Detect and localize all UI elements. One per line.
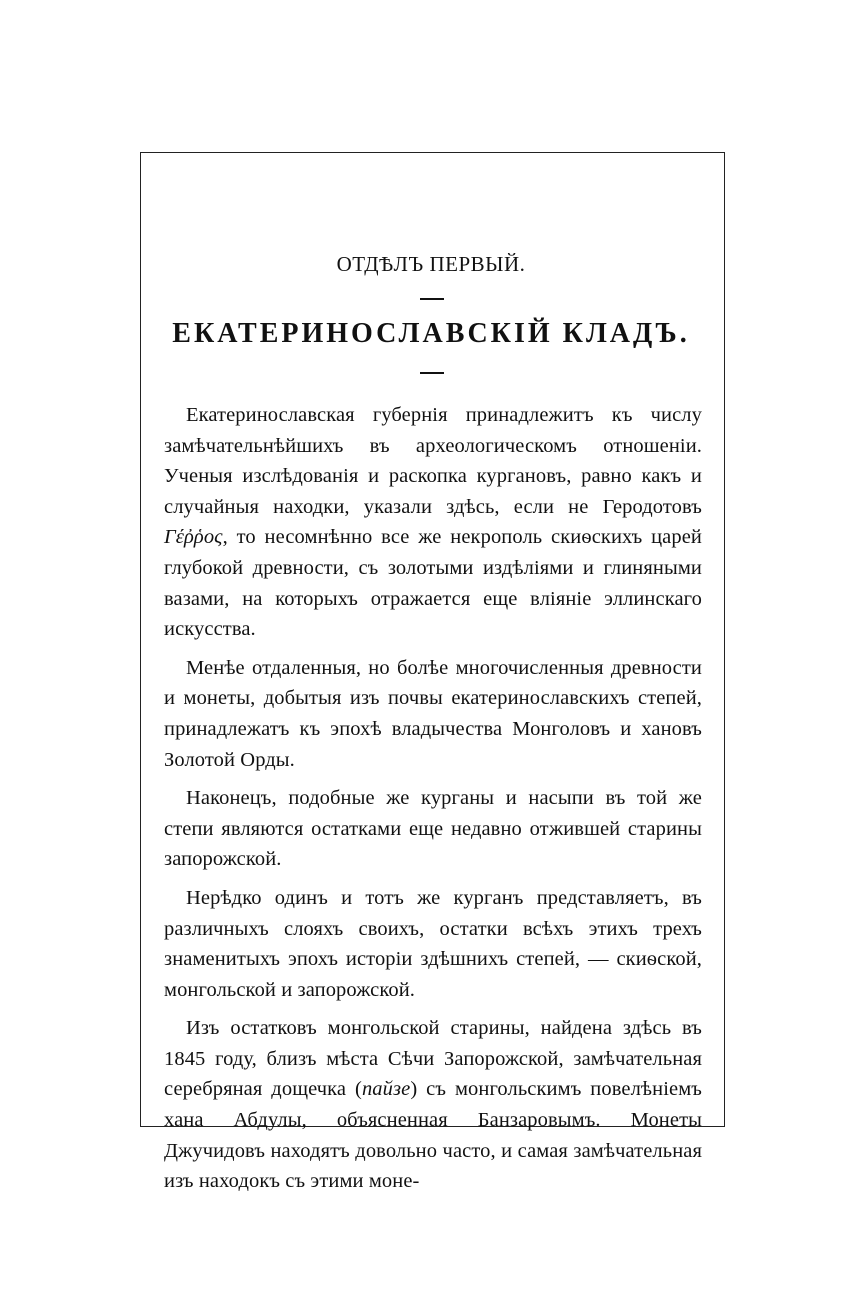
paragraph-5 <box>164 1013 702 1197</box>
paragraph-1 <box>164 400 702 645</box>
title-divider-bottom <box>420 372 444 374</box>
title-divider-top <box>420 298 444 300</box>
paragraph-5-part-2: ) съ монгольскимъ повелѣніемъ хана Абдулы, объясненная Банзаровымъ. Монеты Джучидовъ находятъ довольно часто, и самая замѣчательная изъ находокъ съ этими моне- <box>164 1078 702 1193</box>
section-title: ОТДѢЛЪ ПЕРВЫЙ. <box>336 252 526 276</box>
greek-word-gerros: Γέῤῥος <box>164 526 223 549</box>
paragraph-1-part-1: Екатеринославская губернія принадлежитъ къ числу замѣчательнѣйшихъ въ археологическомъ отношеніи. Ученыя изслѣдованія и раскопка кургановъ, равно какъ и случайныя находки, указали здѣсь, если не Геродотовъ <box>164 404 702 518</box>
main-title: ЕКАТЕРИНОСЛАВСКІЙ КЛАДЪ. <box>172 318 690 349</box>
italic-word-paize: пайзе <box>361 1078 411 1101</box>
paragraph-3: Наконецъ, подобные же курганы и насыпи въ той же степи являются остатками еще недавно отжившей старины запорожской. <box>164 787 702 871</box>
paragraph-1-part-2: , то несомнѣнно все же некрополь скиѳскихъ царей глубокой древности, съ золотыми издѣліями и глиняными вазами, на которыхъ отражается еще вліяніе эллинскаго искусства. <box>164 526 702 641</box>
paragraph-5-part-1: Изъ остатковъ монгольской старины, найдена здѣсь въ 1845 году, близъ мѣста Сѣчи Запорожской, замѣчательная серебряная дощечка ( <box>164 1017 702 1101</box>
paragraph-4: Нерѣдко одинъ и тотъ же курганъ представляетъ, въ различныхъ слояхъ своихъ, остатки всѣхъ этихъ трехъ знаменитыхъ эпохъ исторіи здѣшнихъ степей, — скиѳской, монгольской и запорожской. <box>164 886 702 1001</box>
paragraph-2: Менѣе отдаленныя, но болѣе многочисленныя древности и монеты, добытыя изъ почвы екатеринославскихъ степей, принадлежатъ къ эпохѣ владычества Монголовъ и хановъ Золотой Орды. <box>164 656 702 771</box>
body-text <box>164 400 702 1205</box>
